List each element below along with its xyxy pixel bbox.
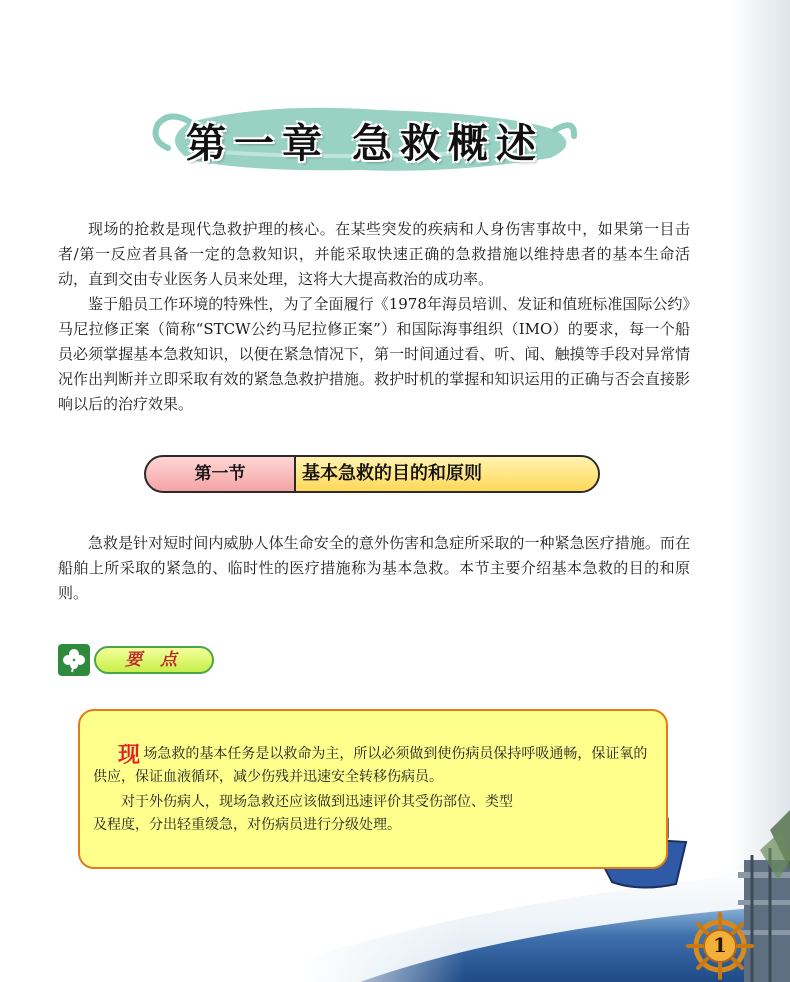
- sea-fade: [300, 900, 600, 982]
- chapter-banner: [150, 100, 580, 180]
- clover-icon: [58, 644, 90, 676]
- section-paragraph: 急救是针对短时间内威胁人体生命安全的意外伤害和急症所采取的一种紧急医疗措施。而在船舶上所采取的紧急的、临时性的医疗措施称为基本急救。本节主要介绍基本急救的目的和原则。: [58, 534, 690, 602]
- intro-paragraph-1: 现场的抢救是现代急救护理的核心。在某些突发的疾病和人身伤害事故中，如果第一目击者/第一反应者具备一定的急救知识，并能采取快速正确的急救措施以维持患者的基本生命活动，直到交由专业医务人员来处理，这将大大提高救治的成功率。: [58, 220, 690, 288]
- key-points-box: [78, 709, 668, 869]
- page-number: 1: [713, 933, 727, 957]
- chapter-title: 第一章 急救概述: [186, 121, 544, 167]
- key-points-text: 要 点: [125, 650, 183, 670]
- key-points-paragraph-2: 对于外伤病人，现场急救还应该做到迅速评价其受伤部位、类型及程度，分出轻重缓急，对伤病员进行分级处理。: [93, 794, 513, 833]
- key-points-label: [58, 642, 218, 678]
- intro-paragraph-2: 鉴于船员工作环境的特殊性，为了全面履行《1978年海员培训、发证和值班标准国际公约》马尼拉修正案（简称“STCW公约马尼拉修正案”）和国际海事组织（IMO）的要求，每一个船员必须掌握基本急救知识，以便在紧急情况下，第一时间通过看、听、闻、触摸等手段对异常情况作出判断并立即采取有效的紧急急救护措施。救护时机的掌握和知识运用的正确与否会直接影响以后的治疗效果。: [58, 295, 690, 413]
- key-points-paragraph-1-text: 场急救的基本任务是以救命为主，所以必须做到使伤病员保持呼吸通畅，保证氧的供应，保证血液循环，减少伤残并迅速安全转移伤病员。: [93, 746, 648, 785]
- section-heading: [144, 455, 600, 493]
- key-points-initial: 现: [118, 742, 141, 768]
- key-points-paragraph-1: [93, 743, 653, 789]
- section-number: 第一节: [194, 464, 246, 484]
- page-number-badge: [690, 916, 750, 976]
- section-title: 基本急救的目的和原则: [302, 463, 482, 484]
